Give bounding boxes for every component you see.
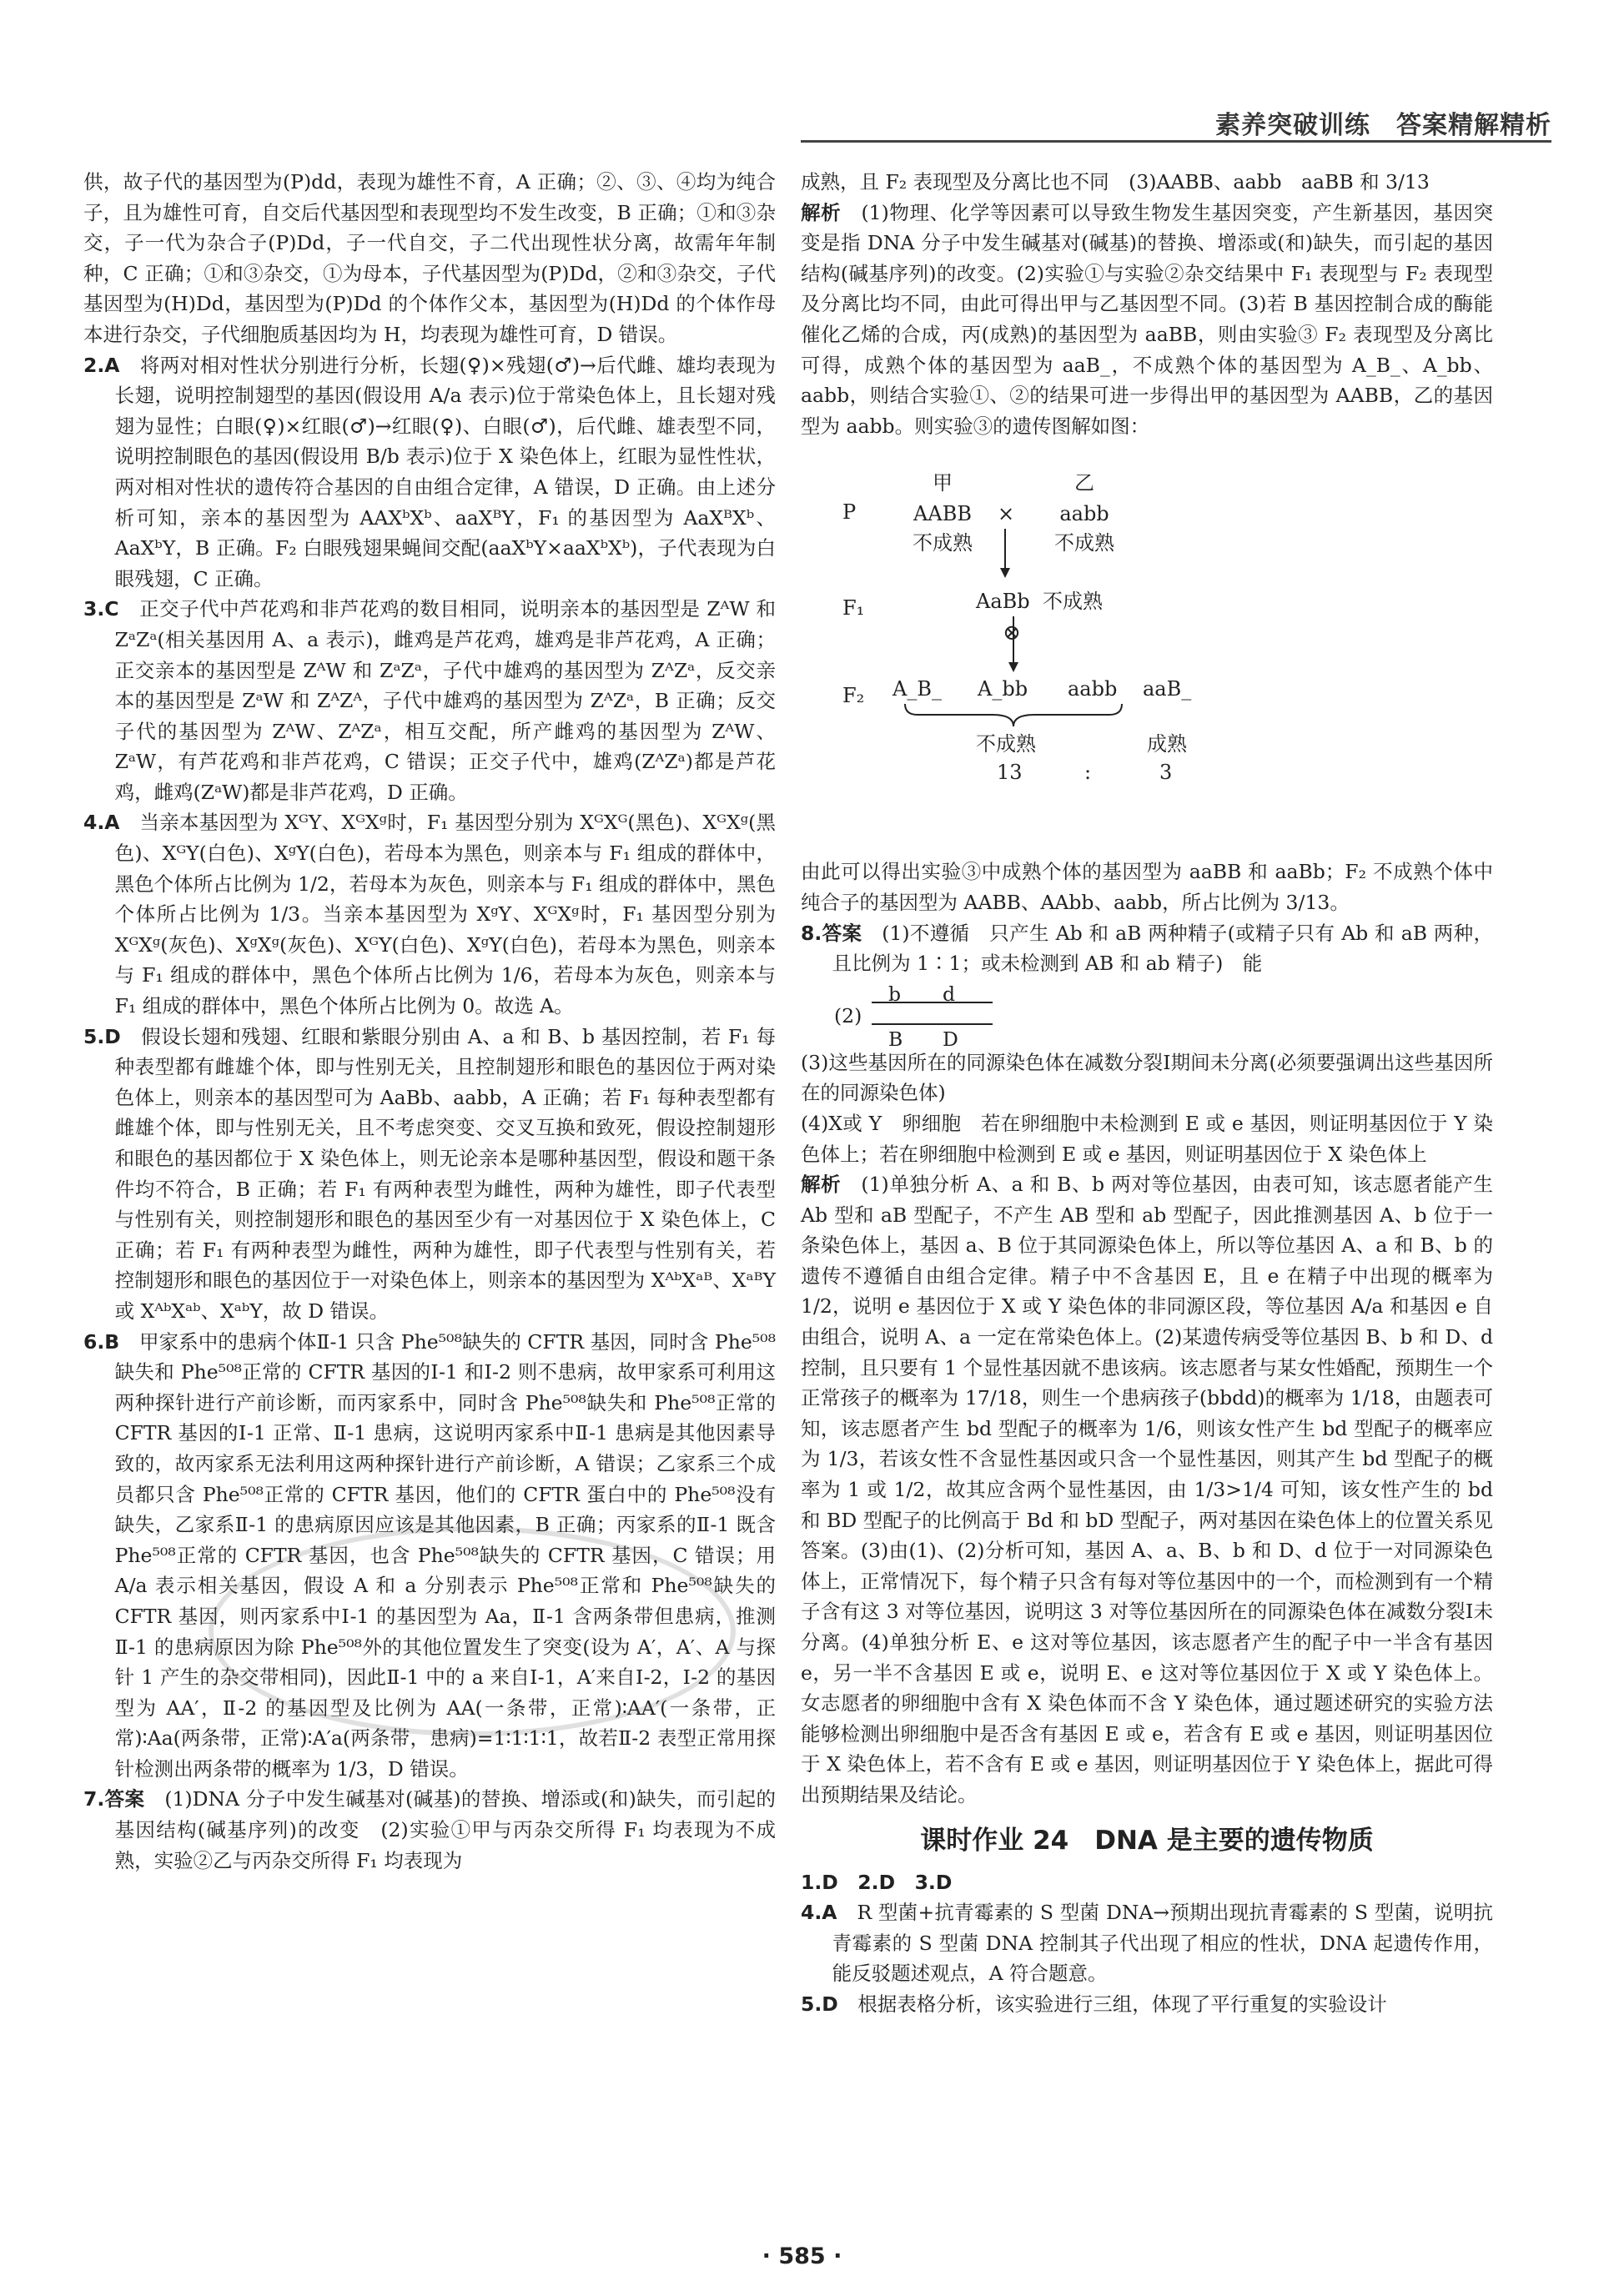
short-answers: 1.D 2.D 3.D [801, 1870, 953, 1894]
answer-4-label: 4.A [83, 811, 120, 835]
f2-genotype-3: aabb [1068, 677, 1118, 701]
section-answer-5-label: 5.D [801, 1992, 838, 2016]
continued-paragraph: 供，故子代的基因型为(P)dd，表现为雄性不育，A 正确；②、③、④均为纯合子，且为雄性可育，自交后代基因型和表现型均不发生改变，B 正确；①和③杂交，子一代为杂合子(P)Dd，子一代自交，子二代出现性状分离，故需年年制种，C 正确；①和③杂交，①为母本，子代基因型为(P)Dd，②和③杂交，子代基因型为(H)Dd，基因型为(P)Dd 的个体作父本，基因型为(H)Dd 的个体作母本进行杂交，子代细胞质基因均为 H，均表现为雄性可育，D 错误。 [83, 170, 776, 346]
answer-5-label: 5.D [83, 1024, 121, 1048]
page-number: · 585 · [762, 2243, 842, 2269]
answer-8-part-1: (1)不遵循 只产生 Ab 和 aB 两种精子(或精子只有 Ab 和 aB 两种，且比例为 1∶1；或未检测到 AB 和 ab 精子) 能 [832, 921, 1494, 976]
gene-D-label: D [943, 1027, 958, 1051]
parent-yi-label: 乙 [1074, 471, 1094, 495]
parent-jia-genotype: AABB [913, 502, 972, 526]
analysis-text: (1)物理、化学等因素可以导致生物发生基因突变，产生新基因，基因突变是指 DNA 分子中发生碱基对(碱基)的替换、增添或(和)缺失，而引起的基因结构(碱基序列)的改变。(2)实验①与实验②杂交结果中 F₁ 表现型与 F₂ 表现型及分离比均不同，由此可得出甲与乙基因型不同。(3)若 B 基因控制合成的酶能催化乙烯的合成，丙(成熟)的基因型为 aaBB，则由实验③ F₂ 表现型及分离比可得，成熟个体的基因型为 aaB_，不成熟个体的基因型为 A_B_、A_bb、aabb，则结合实验①、②的结果可进一步得出甲的基因型为 AABB，乙的基因型为 aabb。则实验③的遗传图解如图： [801, 200, 1494, 438]
cross-arrows [834, 450, 1418, 850]
p-label: P [842, 500, 857, 525]
cross-conclusion: 由此可以得出实验③中成熟个体的基因型为 aaBB 和 aaBb；F₂ 不成熟个体中纯合子的基因型为 AABB、AAbb、aabb，所占比例为 3/13。 [801, 860, 1493, 914]
watermark-stamp [209, 1526, 736, 1736]
genetic-cross-diagram [834, 450, 1418, 850]
section-answer-5-text: 根据表格分析，该实验进行三组，体现了平行重复的实验设计 [857, 1992, 1387, 2016]
f1-label: F₁ [842, 596, 865, 620]
section-answer-4-text: R 型菌+抗青霉素的 S 型菌 DNA→预期出现抗青霉素的 S 型菌，说明抗青霉素的 S 型菌 DNA 控制其子代出现了相应的性状，DNA 起遗传作用，能反驳题述观点，A 符合题意。 [832, 1901, 1494, 1986]
f2-mature-phenotype: 成熟 [1147, 732, 1187, 756]
answer-8-analysis [801, 1169, 1493, 1810]
chromosome-part-label: (2) [834, 1003, 862, 1027]
answer-7-analysis [801, 198, 1493, 442]
analysis-label: 解析 [801, 200, 842, 224]
answer-7 [83, 1784, 776, 1876]
running-header: 素养突破训练 答案精解精析 [1215, 111, 1551, 140]
parent-yi-genotype: aabb [1059, 502, 1109, 526]
answer-2-label: 2.A [83, 353, 120, 377]
f2-genotype-4: aaB_ [1143, 677, 1192, 701]
answer-8 [801, 918, 1493, 979]
answer-4 [83, 807, 776, 1021]
cross-sign: × [998, 502, 1015, 526]
answer-2 [83, 350, 776, 595]
answer-3-text: 正交子代中芦花鸡和非芦花鸡的数目相同，说明亲本的基因型是 ZᴬW 和 ZᵃZᵃ(相关基因用 A、a 表示)，雌鸡是芦花鸡，雄鸡是非芦花鸡，A 正确；正交亲本的基因型是 ZᴬW 和 ZᵃZᵃ，子代中雄鸡的基因型为 ZᴬZᵃ，反交亲本的基因型是 ZᵃW 和 ZᴬZᴬ，子代中雄鸡的基因型为 ZᴬZᵃ，B 正确；反交子代的基因型为 ZᴬW、ZᴬZᵃ，相互交配，所产雌鸡的基因型为 ZᴬW、ZᵃW，有芦花鸡和非芦花鸡，C 错误；正交子代中，雄鸡(ZᴬZᵃ)都是芦花鸡，雌鸡(ZᵃW)都是非芦花鸡，D 正确。 [114, 597, 777, 804]
ratio-colon: : [1084, 761, 1092, 785]
header-rule [801, 140, 1551, 143]
section-title: 课时作业 24 DNA 是主要的遗传物质 [920, 1825, 1374, 1856]
answer-6-label: 6.B [83, 1329, 120, 1354]
right-column [801, 167, 1493, 2020]
analysis-text-8: (1)单独分析 A、a 和 B、b 两对等位基因，由表可知，该志愿者能产生 Ab 型和 aB 型配子，不产生 AB 型和 ab 型配子，因此推测基因 A、b 位于一条染色体上，基因 a、B 位于其同源染色体上，所以等位基因 A、a 和 B、b 的遗传不遵循自由组合定律。精子中不含基因 E，且 e 在精子中出现的概率为 1/2，说明 e 基因位于 X 或 Y 染色体的非同源区段，等位基因 A/a 和基因 e 自由组合，说明 A、a 一定在常染色体上。(2)某遗传病受等位基因 B、b 和 D、d 控制，且只要有 1 个显性基因就不患该病。该志愿者与某女性婚配，预期生一个正常孩子的概率为 17/18，则生一个患病孩子(bbdd)的概率为 1/18，由题表可知，该志愿者产生 bd 型配子的概率为 1/6，则该女性产生 bd 型配子的概率应为 1/3，若该女性不含显性基因或只含一个显性基因，则其产生 bd 型配子的概率为 1 或 1/2，故其应含两个显性基因，由 1/3>1/4 可知，该女性产生的 bd 和 BD 型配子的比例高于 Bd 和 bD 型配子，两对基因在染色体上的位置关系见答案。(3)由(1)、(2)分析可知，基因 A、a、B、b 和 D、d 位于一对同源染色体上，正常情况下，每个精子只含有每对等位基因中的一个，而检测到有一个精子含有这 3 对等位基因，说明这 3 对等位基因所在的同源染色体在减数分裂Ⅰ未分离。(4)单独分析 E、e 这对等位基因，该志愿者产生的配子中一半含有基因 e，另一半不含基因 E 或 e，说明 E、e 这对等位基因位于 X 或 Y 染色体上。女志愿者的卵细胞中含有 X 染色体而不含 Y 染色体，通过题述研究的实验方法能够检测出卵细胞中是否含有基因 E 或 e，若含有 E 或 e 基因，则证明基因位于 X 染色体上，若不含有 E 或 e 基因，则证明基因位于 Y 染色体上，据此可得出预期结果及结论。 [801, 1173, 1494, 1806]
answer-3 [83, 594, 776, 807]
answer-8-part-4: (4)X或 Y 卵细胞 若在卵细胞中未检测到 E 或 e 基因，则证明基因位于 Y 染色体上；若在卵细胞中检测到 E 或 e 基因，则证明基因位于 X 染色体上 [801, 1111, 1493, 1166]
answer-8-label: 8.答案 [801, 921, 862, 945]
ratio-immature: 13 [997, 761, 1023, 785]
f2-genotype-2: A_bb [978, 677, 1028, 701]
analysis-label-8: 解析 [801, 1173, 842, 1197]
ratio-mature: 3 [1159, 761, 1173, 785]
answer-6-text: 甲家系中的患病个体Ⅱ-1 只含 Phe⁵⁰⁸缺失的 CFTR 基因，同时含 Phe⁵⁰⁸缺失和 Phe⁵⁰⁸正常的 CFTR 基因的Ⅰ-1 和Ⅰ-2 则不患病，故甲家系可利用这两种探针进行产前诊断，而丙家系中，同时含 Phe⁵⁰⁸缺失和 Phe⁵⁰⁸正常的 CFTR 基因的Ⅰ-1 正常、Ⅱ-1 患病，这说明丙家系中Ⅱ-1 患病是其他因素导致的，故丙家系无法利用这两种探针进行产前诊断，A 错误；乙家系三个成员都只含 Phe⁵⁰⁸正常的 CFTR 基因，他们的 CFTR 蛋白中的 Phe⁵⁰⁸没有缺失，乙家系Ⅱ-1 的患病原因应该是其他因素，B 正确；丙家系的Ⅱ-1 既含 Phe⁵⁰⁸正常的 CFTR 基因，也含 Phe⁵⁰⁸缺失的 CFTR 基因，C 错误；用 A/a 表示相关基因，假设 A 和 a 分别表示 Phe⁵⁰⁸正常和 Phe⁵⁰⁸缺失的 CFTR 基因，则丙家系中Ⅰ-1 的基因型为 Aa，Ⅱ-1 含两条带但患病，推测Ⅱ-1 的患病原因为除 Phe⁵⁰⁸外的其他位置发生了突变(设为 A′，A′、A 与探针 1 产生的杂交带相同)，因此Ⅱ-1 中的 a 来自Ⅰ-1，A′来自Ⅰ-2，Ⅰ-2 的基因型为 AA′，Ⅱ-2 的基因型及比例为 AA(一条带，正常)∶AA′(一条带，正常)∶Aa(两条带，正常)∶A′a(两条带，患病)=1∶1∶1∶1，故若Ⅱ-2 表型正常用探针检测出两条带的概率为 1/3，D 错误。 [114, 1329, 777, 1781]
parent-yi-phenotype: 不成熟 [1054, 531, 1114, 555]
gene-B-label: B [888, 1027, 903, 1051]
answer-5 [83, 1022, 776, 1327]
selfing-symbol: ⊗ [1003, 620, 1021, 646]
answer-7-text: (1)DNA 分子中发生碱基对(碱基)的替换、增添或(和)缺失，而引起的基因结构(碱基序列)的改变 (2)实验①甲与丙杂交所得 F₁ 均表现为不成熟，实验②乙与丙杂交所得 F₁ 均表现为 [114, 1787, 777, 1872]
answer-7-continued: 成熟，且 F₂ 表现型及分离比也不同 (3)AABB、aabb aaBB 和 3/13 [801, 170, 1430, 193]
section-answer-4 [801, 1897, 1493, 1989]
answer-8-part-3: (3)这些基因所在的同源染色体在减数分裂Ⅰ期间未分离(必须要强调出这些基因所在的同源染色体) [801, 1050, 1493, 1105]
gene-b-label: b [888, 982, 902, 1006]
answer-7-label: 7.答案 [83, 1787, 145, 1811]
chromosome-diagram [801, 982, 1493, 1051]
section-answer-5 [801, 1989, 1493, 2020]
f1-phenotype: 不成熟 [1043, 590, 1103, 614]
section-answer-4-label: 4.A [801, 1901, 837, 1925]
chromosome-lines [801, 984, 1018, 1042]
f1-genotype: AaBb [976, 590, 1030, 614]
answer-3-label: 3.C [83, 597, 119, 621]
gene-d-label: d [943, 982, 956, 1006]
f2-genotype-1: A_B_ [893, 677, 942, 701]
f2-immature-phenotype: 不成熟 [976, 732, 1036, 756]
answer-2-text: 将两对相对性状分别进行分析，长翅(♀)×残翅(♂)→后代雌、雄均表现为长翅，说明控制翅型的基因(假设用 A/a 表示)位于常染色体上，且长翅对残翅为显性；白眼(♀)×红眼(♂)→红眼(♀)、白眼(♂)，后代雌、雄表型不同，说明控制眼色的基因(假设用 B/b 表示)位于 X 染色体上，红眼为显性性状，两对相对性状的遗传符合基因的自由组合定律，A 错误，D 正确。由上述分析可知，亲本的基因型为 AAXᵇXᵇ、aaXᴮY，F₁ 的基因型为 AaXᴮXᵇ、AaXᵇY，B 正确。F₂ 白眼残翅果蝇间交配(aaXᵇY×aaXᵇXᵇ)，子代表现为白眼残翅，C 正确。 [114, 353, 776, 590]
parent-jia-phenotype: 不成熟 [913, 531, 973, 555]
f2-label: F₂ [842, 684, 865, 708]
parent-jia-label: 甲 [933, 471, 953, 495]
answer-5-text: 假设长翅和残翅、红眼和紫眼分别由 A、a 和 B、b 基因控制，若 F₁ 每种表型都有雌雄个体，即与性别无关，且控制翅形和眼色的基因位于两对染色体上，则亲本的基因型可为 AaBb、aabb，A 正确；若 F₁ 每种表型都有雌雄个体，即与性别无关，且不考虑突变、交叉互换和致死，假设控制翅形和眼色的基因都位于 X 染色体上，则无论亲本是哪种基因型，假设和题干条件均不符合，B 正确；若 F₁ 有两种表型为雌性，两种为雄性，即子代表型与性别有关，则控制翅形和眼色的基因至少有一对基因位于 X 染色体上，C 正确；若 F₁ 有两种表型为雌性，两种为雄性，即子代表型与性别有关，若控制翅形和眼色的基因位于一对染色体上，则亲本的基因型为 XᴬᵇXᵃᴮ、XᵃᴮY 或 XᴬᵇXᵃᵇ、XᵃᵇY，故 D 错误。 [114, 1024, 777, 1323]
answer-4-text: 当亲本基因型为 XᴳY、XᴳXᵍ时，F₁ 基因型分别为 XᴳXᴳ(黑色)、XᴳXᵍ(黑色)、XᴳY(白色)、XᵍY(白色)，若母本为黑色，则亲本与 F₁ 组成的群体中，黑色个体所占比例为 1/2，若母本为灰色，则亲本与 F₁ 组成的群体中，黑色个体所占比例为 1/3。当亲本基因型为 XᵍY、XᴳXᵍ时，F₁ 基因型分别为 XᴳXᵍ(灰色)、XᵍXᵍ(灰色)、XᴳY(白色)、XᵍY(白色)，若母本为黑色，则亲本与 F₁ 组成的群体中，黑色个体所占比例为 1/6，若母本为灰色，则亲本与 F₁ 组成的群体中，黑色个体所占比例为 0。故选 A。 [114, 811, 777, 1018]
